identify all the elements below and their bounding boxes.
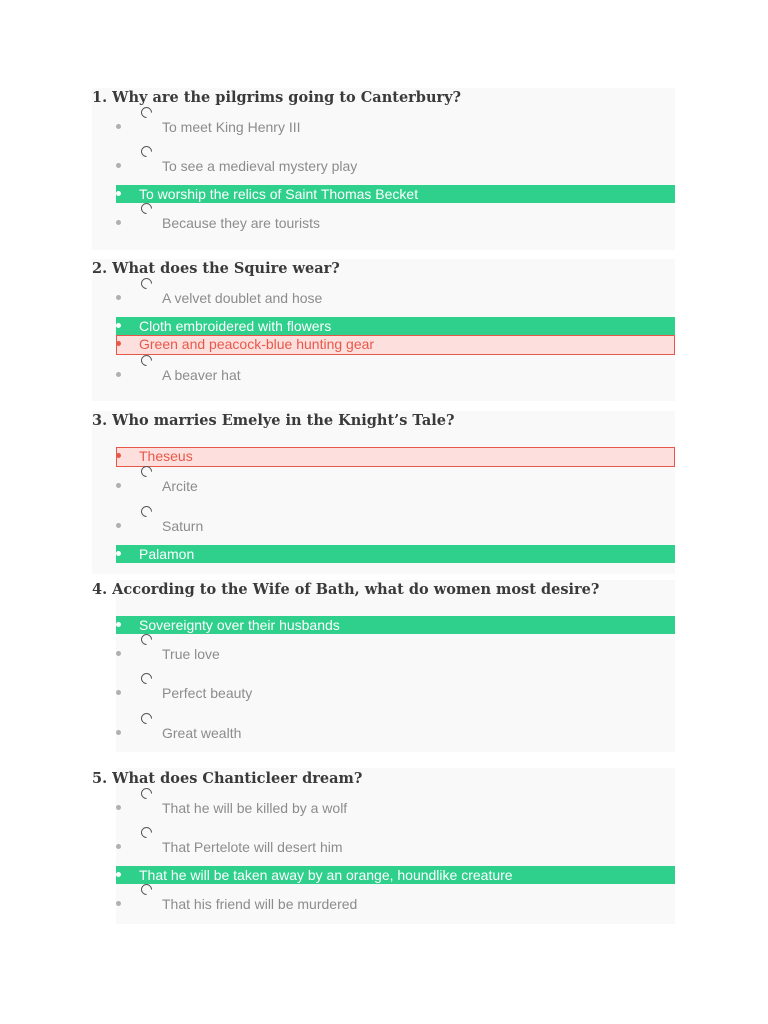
bullet-icon [116, 372, 121, 377]
option-label: That Pertelote will desert him [162, 839, 343, 855]
option-label: Saturn [162, 518, 204, 534]
bullet-icon [116, 124, 121, 129]
option-label: Green and peacock-blue hunting gear [139, 336, 375, 352]
bullet-icon [116, 341, 121, 346]
question-3-text: 3. Who marries Emelye in the Knight’s Tale? [92, 412, 455, 429]
question-5-text: 5. What does Chanticleer dream? [92, 770, 363, 787]
option-label: That he will be killed by a wolf [162, 800, 348, 816]
question-1-text: 1. Why are the pilgrims going to Canterbury? [92, 89, 462, 106]
q1-option-3-correct[interactable] [116, 185, 675, 203]
bullet-icon [116, 295, 121, 300]
q5-option-3-correct[interactable] [116, 866, 675, 884]
q4-option-4[interactable] [116, 724, 675, 742]
option-label: Cloth embroidered with flowers [139, 318, 332, 334]
bullet-icon [116, 730, 121, 735]
q3-option-1-incorrect[interactable] [116, 447, 675, 467]
bullet-icon [116, 872, 121, 877]
q5-option-4[interactable] [116, 895, 675, 913]
bullet-icon [116, 690, 121, 695]
option-label: Theseus [139, 448, 193, 464]
bullet-icon [116, 901, 121, 906]
q2-option-3-incorrect[interactable] [116, 335, 675, 355]
option-label: Because they are tourists [162, 215, 320, 231]
option-label: Sovereignty over their husbands [139, 617, 340, 633]
q4-option-2[interactable] [116, 645, 675, 663]
bullet-icon [116, 805, 121, 810]
option-label: To meet King Henry III [162, 119, 301, 135]
q2-option-2-correct[interactable] [116, 317, 675, 335]
option-label: Palamon [139, 546, 195, 562]
option-label: A beaver hat [162, 367, 241, 383]
option-label: To see a medieval mystery play [162, 158, 358, 174]
option-label: Perfect beauty [162, 685, 253, 701]
question-2-text: 2. What does the Squire wear? [92, 260, 340, 277]
bullet-icon [116, 453, 121, 458]
q1-option-2[interactable] [116, 157, 675, 175]
q4-option-3[interactable] [116, 684, 675, 702]
bullet-icon [116, 191, 121, 196]
bullet-icon [116, 651, 121, 656]
bullet-icon [116, 483, 121, 488]
option-label: That he will be taken away by an orange, houndlike creature [139, 867, 513, 883]
bullet-icon [116, 163, 121, 168]
q4-option-1-correct[interactable] [116, 616, 675, 634]
bullet-icon [116, 622, 121, 627]
option-label: True love [162, 646, 220, 662]
bullet-icon [116, 220, 121, 225]
q2-option-1[interactable] [116, 289, 675, 307]
q5-option-2[interactable] [116, 838, 675, 856]
option-label: To worship the relics of Saint Thomas Becket [139, 186, 419, 202]
q1-option-1[interactable] [116, 118, 675, 136]
option-label: Arcite [162, 478, 198, 494]
q1-option-4[interactable] [116, 214, 675, 232]
bullet-icon [116, 844, 121, 849]
question-4-text: 4. According to the Wife of Bath, what do women most desire? [92, 581, 600, 598]
option-label: A velvet doublet and hose [162, 290, 323, 306]
bullet-icon [116, 323, 121, 328]
q3-option-4-correct[interactable] [116, 545, 675, 563]
q2-option-4[interactable] [116, 366, 675, 384]
q3-option-2[interactable] [116, 477, 675, 495]
q3-option-3[interactable] [116, 517, 675, 535]
q5-option-1[interactable] [116, 799, 675, 817]
bullet-icon [116, 551, 121, 556]
bullet-icon [116, 523, 121, 528]
option-label: Great wealth [162, 725, 242, 741]
option-label: That his friend will be murdered [162, 896, 358, 912]
